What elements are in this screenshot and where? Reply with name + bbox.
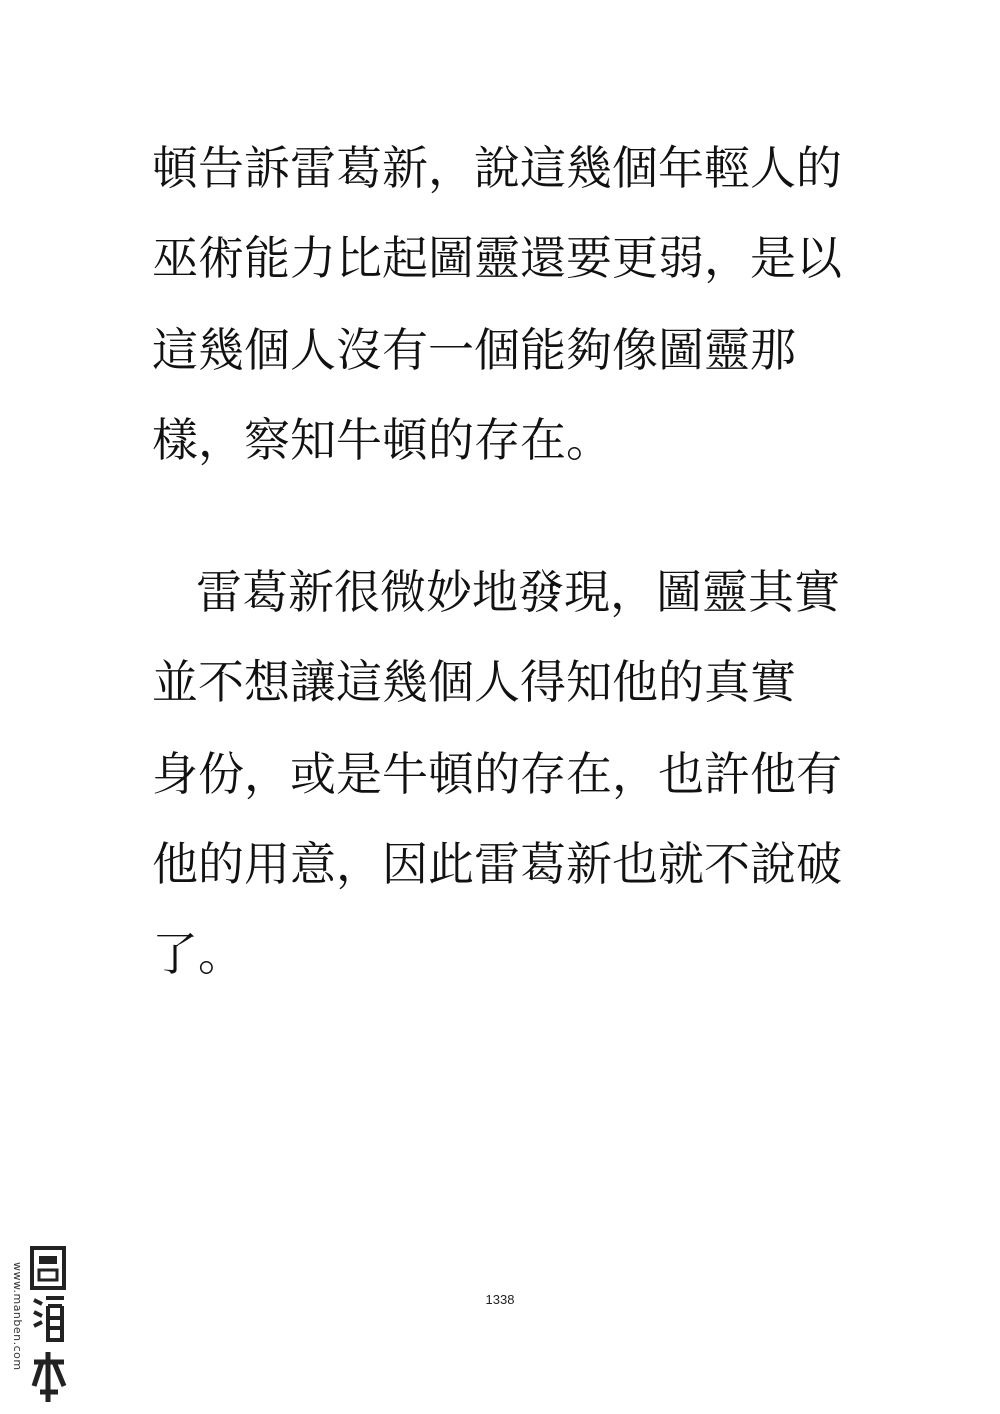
text-line: 這幾個人沒有一個能夠像圖靈那 — [152, 323, 796, 377]
text-line: 樣，察知牛頓的存在。 — [152, 413, 612, 467]
page-number: 1338 — [485, 1292, 515, 1307]
text-line: 巫術能力比起圖靈還要更弱，是以 — [152, 231, 842, 285]
manben-logo-icon — [28, 1246, 68, 1406]
text-line: 並不想讓這幾個人得知他的真實 — [152, 655, 796, 709]
text-line: 了。 — [152, 927, 244, 981]
text-line: 頓告訴雷葛新，說這幾個年輕人的 — [152, 141, 842, 195]
text-line: 身份，或是牛頓的存在，也許他有 — [152, 747, 842, 801]
text-line: 雷葛新很微妙地發現，圖靈其實 — [196, 565, 840, 619]
watermark-url: www.manben.com — [11, 1262, 24, 1371]
text-line: 他的用意，因此雷葛新也就不說破 — [152, 837, 842, 891]
